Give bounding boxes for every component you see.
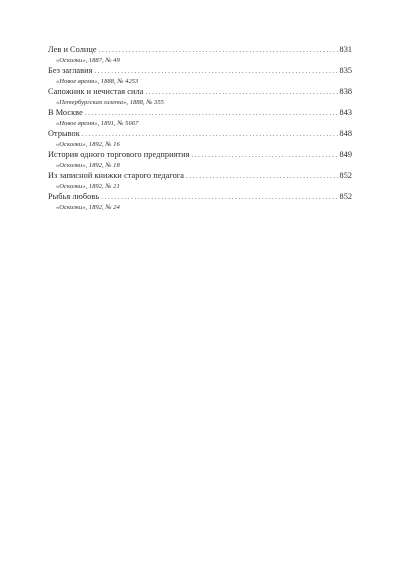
- toc-entry-line: [48, 45, 352, 56]
- dot-leader: [94, 66, 338, 77]
- toc-entry-title: Лев и Солнце: [48, 45, 97, 54]
- toc-entry-page-number: 831: [339, 45, 352, 54]
- toc-entry-line: [48, 87, 352, 98]
- toc-entry-title: Сапожник и нечистая сила: [48, 87, 144, 96]
- toc-entry-source: «Петербургская газета», 1888, № 355: [56, 98, 164, 106]
- toc-entry-line: [48, 192, 352, 203]
- toc-entry: [48, 87, 352, 108]
- toc-entry-title: В Москве: [48, 108, 83, 117]
- toc-entry-page-number: 848: [339, 129, 352, 138]
- toc-entry: [48, 66, 352, 87]
- toc-entry-line: [48, 108, 352, 119]
- toc-entry: [48, 192, 352, 213]
- toc-entry-source: «Новое время», 1891, № 5667: [56, 119, 139, 127]
- toc-entry-title: Рыбья любовь: [48, 192, 100, 201]
- toc-entry-source: «Осколки», 1892, № 16: [56, 140, 120, 148]
- toc-entry-line: [48, 66, 352, 77]
- toc-entry-title: Без заглавия: [48, 66, 93, 75]
- toc-entry-page-number: 835: [339, 66, 352, 75]
- toc-entry: [48, 150, 352, 171]
- toc-entry: [48, 129, 352, 150]
- toc-entry-source: «Новое время», 1888, № 4253: [56, 77, 139, 85]
- toc-entry: [48, 171, 352, 192]
- toc-entry-source: «Осколки», 1892, № 24: [56, 203, 120, 211]
- toc-entry-source: «Осколки», 1887, № 49: [56, 56, 120, 64]
- toc-entry-title: История одного торгового предприятия: [48, 150, 190, 159]
- toc-entry-title: Из записной книжки старого педагога: [48, 171, 184, 180]
- dot-leader: [186, 171, 339, 182]
- dot-leader: [145, 87, 338, 98]
- dot-leader: [191, 150, 338, 161]
- toc-entry-source: «Осколки», 1892, № 21: [56, 182, 120, 190]
- toc-entry-page-number: 852: [339, 192, 352, 201]
- dot-leader: [101, 192, 338, 203]
- dot-leader: [85, 108, 339, 119]
- toc-entry-page-number: 838: [339, 87, 352, 96]
- toc-entry-line: [48, 129, 352, 140]
- dot-leader: [82, 129, 339, 140]
- toc-entry-page-number: 843: [339, 108, 352, 117]
- dot-leader: [99, 45, 339, 56]
- toc-entry-page-number: 852: [339, 171, 352, 180]
- toc-entry-page-number: 849: [339, 150, 352, 159]
- toc-entry-line: [48, 171, 352, 182]
- toc-entry-line: [48, 150, 352, 161]
- toc-entry: [48, 45, 352, 66]
- toc-entry: [48, 108, 352, 129]
- toc-entry-title: Отрывок: [48, 129, 80, 138]
- table-of-contents: [48, 45, 352, 213]
- toc-entry-source: «Осколки», 1892, № 18: [56, 161, 120, 169]
